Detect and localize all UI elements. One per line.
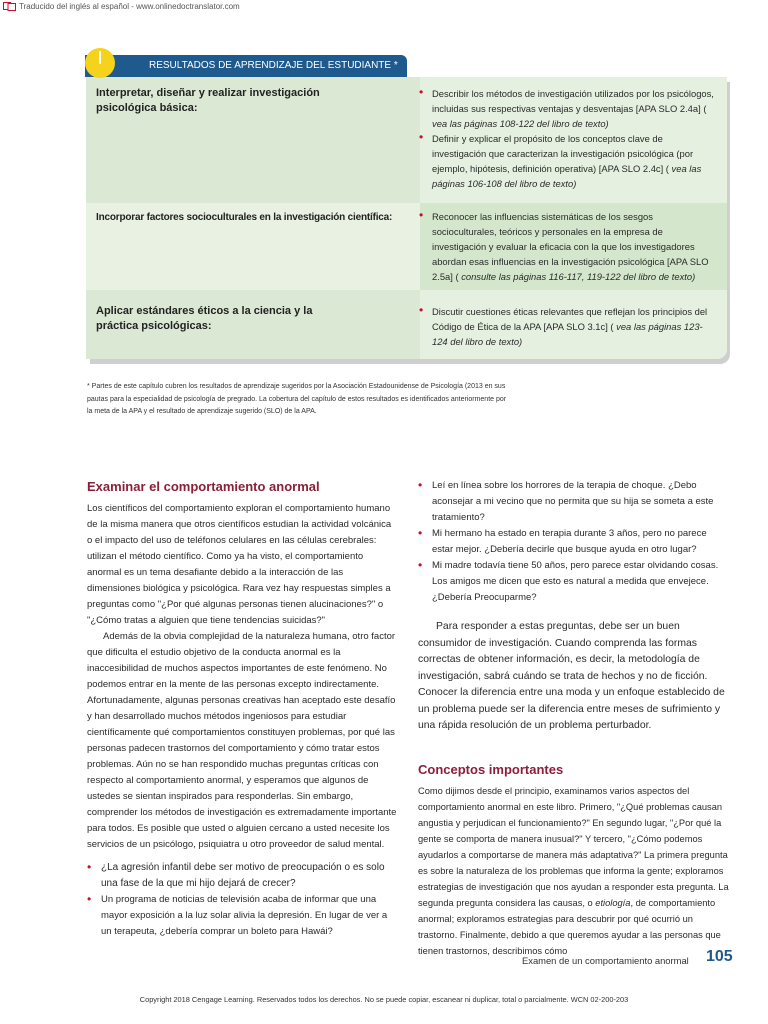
question-list-left — [87, 860, 399, 940]
bullet-dot-icon: • — [419, 303, 424, 317]
paragraph: Como dijimos desde el principio, examinamos varios aspectos del comportamiento anormal en este libro. Primero, "¿Qué problemas causan angustia y perjudican el funcionamiento?" En segundo lugar, "¿Por qué la gente se comporta de manera inusual?" Y tercero, "¿Cómo podemos ayudarlos a comportarse de manera más adaptativa?" La primera pregunta es sobre la naturaleza de los problemas que informa la gente; exploramos estrategias de investigación que nos ayudan a responder esta pregunta. La segunda pregunta considera las causas, o etiología, de comportamiento anormal; exploramos estrategias para descubrir por qué ocurrió un trastorno. Finalmente, debido a que queremos ayudar a las personas que tienen trastornos, describimos cómo — [418, 786, 729, 956]
bullet-dot-icon: • — [419, 85, 424, 99]
paragraph: Para responder a estas preguntas, debe ser un buen consumidor de investigación. Cuando comprenda las formas correctas de obtener información, es decir, la metodología de investigación, sabrá cuándo se trata de hechos y no de ficción. Conocer la diferencia entre una moda y un enfoque establecido de un problema puede ser la diferencia entre meses de sufrimiento y una rápida resolución de un problema perturbador. — [418, 621, 725, 731]
list-item: • ¿La agresión infantil debe ser motivo de preocupación o es solo una fase de la que mi hijo dejará de crecer? — [87, 860, 385, 889]
outcomes-row — [86, 290, 727, 359]
paragraph: Los científicos del comportamiento exploran el comportamiento humano de la misma manera que otros científicos estudian la actividad volcánica o el impacto del uso de teléfonos celulares en las células cerebrales: utilizan el método científico. Como ya ha visto, el comportamiento anormal es un tema desafiante debido a la interacción de las dimensiones biológica y psicológica. Rara vez hay respuestas simples a preguntas como "¿Por qué algunas personas tienen alucinaciones?" o "¿Cómo tratas a alguien que tiene tendencias suicidas?" Además de la obvia complejidad de la naturaleza humana, otro factor que dificulta el estudio objetivo de la conducta anormal es la inaccesibilidad de muchos aspectos importantes de este fenómeno. No podemos entrar en la mente de las personas excepto indirectamente. Afortunadamente, algunas personas creativas han aceptado este desafío y han desarrollado muchos métodos ingeniosos para estudiar científicamente qué comportamientos constituyen problemas, por qué las personas padecen trastornos del comportamiento y cómo tratar estos problemas. Aún no se han respondido muchas preguntas críticas con respecto al comportamiento anormal, y esperamos que algunos de ustedes se sientan inspirados para responderlas. Sin embargo, comprender los métodos de investigación es extremadamente importante para todos. Es posible que usted o alguien cercano a usted necesite los servicios de un psicólogo, psiquiatra u otro proveedor de salud mental. — [87, 503, 397, 850]
section-heading-concepts: Conceptos importantes — [418, 762, 564, 777]
copyright-notice: Copyright 2018 Cengage Learning. Reservados todos los derechos. No se puede copiar, escanear ni duplicar, total o parcialmente. WCN 02-200-203 — [139, 995, 629, 1004]
outcomes-row — [86, 77, 727, 203]
outcomes-bullets — [419, 303, 714, 349]
outcomes-bullets — [419, 208, 714, 284]
running-footer-title: Examen de un comportamiento anormal — [522, 955, 689, 966]
bullet-dot-icon: • — [419, 208, 424, 222]
section-heading-abnormal: Examinar el comportamiento anormal — [87, 479, 320, 494]
list-item: • Leí en línea sobre los horrores de la terapia de choque. ¿Debo aconsejar a mi vecino que no permita que su hija se someta a este tratamiento? — [418, 478, 714, 523]
bullet-dot-icon: • — [418, 526, 423, 540]
list-item: • Mi hermano ha estado en terapia durante 3 años, pero no parece estar mejor. ¿Debería decirle que busque ayuda en otro lugar? — [418, 526, 707, 555]
footnote: * Partes de este capítulo cubren los resultados de aprendizaje sugeridos por la Asociación Estadounidense de Psicología (2013 en sus pautas para la especialidad de psicología de pregrado. La cobertura del capítulo de estos resultados es identificados anteriormente por la meta de la APA y el resultado de aprendizaje sugerido (SLO) de la APA. — [87, 383, 507, 415]
outcomes-row — [86, 203, 727, 290]
list-item: • Mi madre todavía tiene 50 años, pero parece estar olvidando cosas. Los amigos me dicen que esto es natural a medida que envejece. ¿Debería Preocuparme? — [418, 558, 719, 603]
outcomes-bullets — [419, 85, 714, 191]
bullet-dot-icon: • — [418, 478, 423, 492]
outcome-bullet: • Reconocer las influencias sistemáticas de los sesgos socioculturales, teóricos y personales en la empresa de investigación y evaluar la eficacia con la que los investigadores abordan esas influencias en la investigación psicológica [APA SLO 2.5a] ( consulte las páginas 116-117, 119-122 del libro de texto) — [419, 208, 709, 282]
outcomes-row-heading: Interpretar, diseñar y realizar investigación psicológica básica: — [96, 87, 320, 114]
bullet-dot-icon: • — [418, 558, 423, 572]
list-item: • Un programa de noticias de televisión acaba de informar que una mayor exposición a la luz solar alivia la depresión. En lugar de ver a un terapeuta, ¿debería comprar un boleto para Hawái? — [87, 892, 388, 937]
bullet-dot-icon: • — [87, 860, 92, 874]
outcomes-row-heading: Aplicar estándares éticos a la ciencia y la práctica psicológicas: — [96, 305, 313, 332]
outcomes-badge-icon — [85, 48, 115, 78]
outcomes-header-tab — [85, 55, 407, 77]
outcomes-table — [86, 77, 727, 359]
page-number: 105 — [706, 948, 733, 965]
translator-banner[interactable] — [3, 0, 240, 12]
outcomes-header-text: RESULTADOS DE APRENDIZAJE DEL ESTUDIANTE * — [149, 60, 398, 71]
outcome-bullet: • Discutir cuestiones éticas relevantes que reflejan los principios del Código de Ética de la APA [APA SLO 3.1c] ( vea las páginas 123-124 del libro de texto) — [419, 303, 708, 347]
bullet-dot-icon: • — [419, 130, 424, 144]
outcome-bullet: • Definir y explicar el propósito de los conceptos clave de investigación que caracterizan la investigación psicológica (por ejemplo, hipótesis, definición operativa) [APA SLO 2.4c] ( vea las páginas 106-108 del libro de texto) — [419, 130, 702, 189]
outcomes-row-heading: Incorporar factores socioculturales en la investigación científica: — [96, 212, 393, 223]
question-list-right — [418, 478, 726, 606]
translator-text[interactable]: Traducido del inglés al español - www.onlinedoctranslator.com — [19, 1, 240, 11]
translate-logo-icon — [3, 2, 16, 11]
outcome-bullet: • Describir los métodos de investigación utilizados por los psicólogos, incluidas sus respectivas ventajas y desventajas [APA SLO 2.4a] ( vea las páginas 108-122 del libro de texto) — [419, 85, 714, 129]
bullet-dot-icon: • — [87, 892, 92, 906]
